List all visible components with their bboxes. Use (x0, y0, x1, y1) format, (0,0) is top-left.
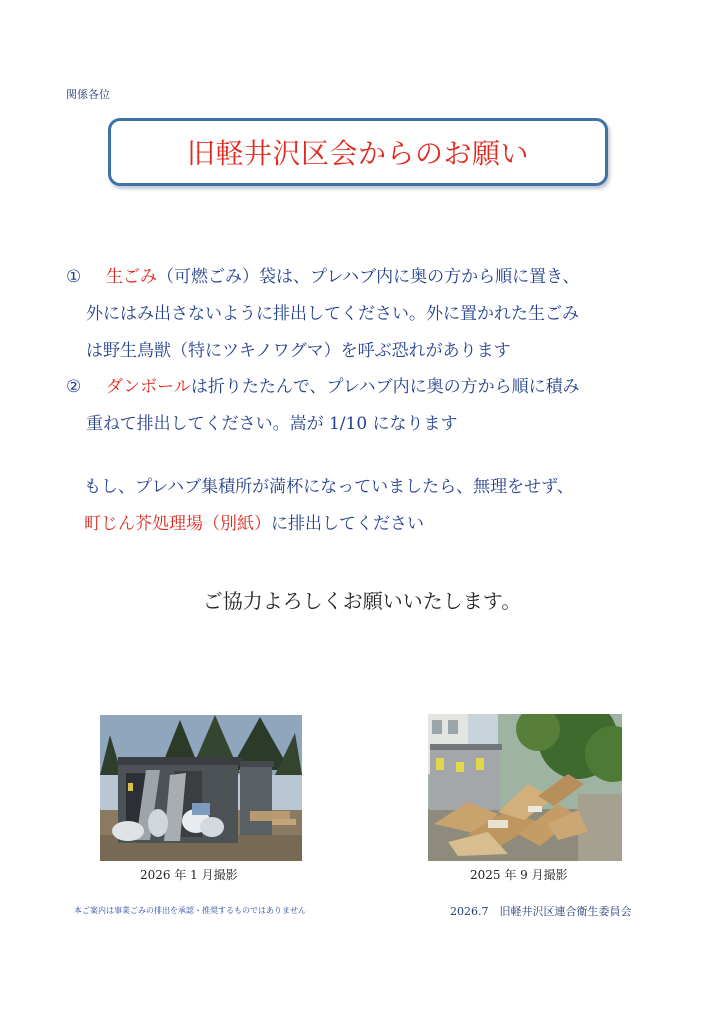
photo-2-caption: 2025 年 9 月撮影 (470, 868, 568, 882)
addressee: 関係各位 (66, 88, 110, 101)
item-2 (66, 369, 666, 443)
photo-1-caption: 2026 年 1 月撮影 (140, 868, 238, 882)
notice-line-1: もし、プレハブ集積所が満杯になっていましたら、無理をせず、 (84, 477, 574, 497)
item-2-line-1-text: は折りたたんで、プレハブ内に奥の方から順に積み (190, 377, 580, 397)
notice-line-2 (84, 506, 684, 543)
item-1-marker: ① (66, 267, 82, 287)
issuer-footer: 2026.7 旧軽井沢区連合衛生委員会 (450, 905, 632, 918)
photo-cardboard-overflow (428, 714, 622, 861)
item-1-highlight: 生ごみ (106, 267, 157, 287)
title-box (108, 118, 608, 186)
thanks-message: ご協力よろしくお願いいたします。 (202, 589, 522, 613)
item-2-marker: ② (66, 377, 82, 397)
page-title: 旧軽井沢区会からのお願い (186, 137, 529, 170)
item-2-line-1 (66, 369, 666, 406)
disclaimer: 本ご案内は事業ごみの排出を承認・推奨するものではありません (74, 906, 306, 915)
notice (84, 469, 684, 543)
item-1-line-1-text: （可燃ごみ）袋は、プレハブ内に奥の方から順に置き、 (157, 267, 580, 287)
item-1 (66, 259, 666, 370)
notice-highlight: 町じん芥処理場（別紙） (84, 514, 271, 534)
item-1-line-3: は野生鳥獣（特にツキノワグマ）を呼ぶ恐れがあります (86, 341, 511, 361)
item-1-line-1 (66, 259, 666, 296)
item-2-line-2: 重ねて排出してください。嵩が 1/10 になります (86, 414, 458, 434)
photo-garbage-shed-winter (100, 715, 302, 861)
item-1-line-2: 外にはみ出さないように排出してください。外に置かれた生ごみ (86, 304, 579, 324)
notice-line-2-text: に排出してください (271, 514, 424, 534)
item-2-highlight: ダンボール (106, 377, 191, 397)
